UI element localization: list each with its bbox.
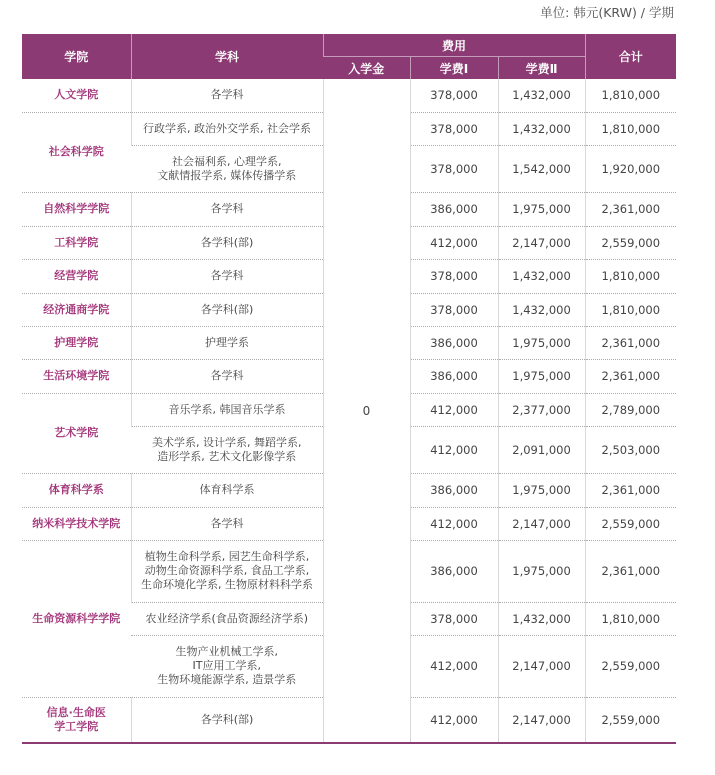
- major-cell: 体育科学系: [131, 473, 323, 507]
- header-admission: 入学金: [323, 57, 410, 80]
- total-cell: 2,503,000: [585, 426, 676, 473]
- unit-note: 单位: 韩元(KRW) / 学期: [540, 5, 674, 20]
- major-cell: 护理学系: [131, 326, 323, 359]
- header-total: 合计: [585, 34, 676, 79]
- table-row: [22, 79, 676, 112]
- major-cell: 美术学系, 设计学系, 舞蹈学系, 造形学系, 艺术文化影像学系: [131, 426, 323, 473]
- college-cell: 纳米科学技术学院: [22, 507, 131, 540]
- total-cell: 2,361,000: [585, 473, 676, 507]
- major-cell: 各学科: [131, 79, 323, 112]
- tuition-1-cell: 378,000: [410, 79, 498, 112]
- tuition-1-cell: 386,000: [410, 192, 498, 226]
- tuition-1-cell: 378,000: [410, 259, 498, 293]
- college-cell: 人文学院: [22, 79, 131, 112]
- tuition-2-cell: 1,542,000: [498, 145, 585, 192]
- header-fee: 费用: [323, 34, 585, 57]
- tuition-1-cell: 412,000: [410, 635, 498, 697]
- tuition-2-cell: 2,091,000: [498, 426, 585, 473]
- major-cell: 各学科: [131, 507, 323, 540]
- tuition-2-cell: 1,432,000: [498, 293, 585, 326]
- total-cell: 2,361,000: [585, 326, 676, 359]
- tuition-table: [22, 34, 676, 744]
- tuition-1-cell: 378,000: [410, 293, 498, 326]
- total-cell: 1,810,000: [585, 602, 676, 635]
- tuition-1-cell: 386,000: [410, 326, 498, 359]
- tuition-1-cell: 412,000: [410, 393, 498, 426]
- major-cell: 各学科(部): [131, 293, 323, 326]
- total-cell: 1,810,000: [585, 112, 676, 145]
- college-cell: 经济通商学院: [22, 293, 131, 326]
- tuition-2-cell: 2,147,000: [498, 635, 585, 697]
- major-cell: 生物产业机械工学系, IT应用工学系, 生物环境能源学系, 造景学系: [131, 635, 323, 697]
- tuition-1-cell: 386,000: [410, 359, 498, 393]
- major-cell: 各学科(部): [131, 697, 323, 743]
- header-major: 学科: [131, 34, 323, 79]
- table-body: [22, 79, 676, 743]
- college-cell: 生活环境学院: [22, 359, 131, 393]
- tuition-1-cell: 412,000: [410, 226, 498, 259]
- admission-fee-cell: 0: [323, 79, 410, 743]
- total-cell: 1,810,000: [585, 293, 676, 326]
- tuition-2-cell: 2,147,000: [498, 507, 585, 540]
- total-cell: 1,920,000: [585, 145, 676, 192]
- total-cell: 2,559,000: [585, 507, 676, 540]
- major-cell: 行政学系, 政治外交学系, 社会学系: [131, 112, 323, 145]
- college-cell: 信息·生命医 学工学院: [22, 697, 131, 743]
- tuition-2-cell: 2,147,000: [498, 697, 585, 743]
- total-cell: 2,361,000: [585, 192, 676, 226]
- tuition-1-cell: 412,000: [410, 697, 498, 743]
- total-cell: 1,810,000: [585, 79, 676, 112]
- major-cell: 各学科(部): [131, 226, 323, 259]
- tuition-2-cell: 1,975,000: [498, 540, 585, 602]
- header-college: 学院: [22, 34, 131, 79]
- college-cell: 护理学院: [22, 326, 131, 359]
- college-cell: 经营学院: [22, 259, 131, 293]
- major-cell: 音乐学系, 韩国音乐学系: [131, 393, 323, 426]
- tuition-2-cell: 1,432,000: [498, 79, 585, 112]
- total-cell: 2,559,000: [585, 635, 676, 697]
- tuition-2-cell: 1,432,000: [498, 112, 585, 145]
- major-cell: 社会福利系, 心理学系, 文献情报学系, 媒体传播学系: [131, 145, 323, 192]
- header-tuition-2: 学费Ⅱ: [498, 57, 585, 80]
- tuition-1-cell: 386,000: [410, 540, 498, 602]
- tuition-2-cell: 1,975,000: [498, 326, 585, 359]
- tuition-2-cell: 1,975,000: [498, 359, 585, 393]
- tuition-2-cell: 1,975,000: [498, 473, 585, 507]
- college-cell: 工科学院: [22, 226, 131, 259]
- tuition-2-cell: 1,975,000: [498, 192, 585, 226]
- tuition-1-cell: 378,000: [410, 602, 498, 635]
- major-cell: 各学科: [131, 359, 323, 393]
- header-tuition-1: 学费Ⅰ: [410, 57, 498, 80]
- college-cell: 生命资源科学学院: [22, 540, 131, 697]
- total-cell: 2,361,000: [585, 540, 676, 602]
- total-cell: 2,559,000: [585, 226, 676, 259]
- major-cell: 各学科: [131, 192, 323, 226]
- total-cell: 2,559,000: [585, 697, 676, 743]
- total-cell: 1,810,000: [585, 259, 676, 293]
- major-cell: 各学科: [131, 259, 323, 293]
- total-cell: 2,361,000: [585, 359, 676, 393]
- tuition-1-cell: 378,000: [410, 145, 498, 192]
- major-cell: 农业经济学系(食品资源经济学系): [131, 602, 323, 635]
- college-cell: 社会科学院: [22, 112, 131, 192]
- tuition-2-cell: 1,432,000: [498, 259, 585, 293]
- major-cell: 植物生命科学系, 园艺生命科学系, 动物生命资源科学系, 食品工学系, 生命环境化学系, 生物原材料科学系: [131, 540, 323, 602]
- tuition-1-cell: 386,000: [410, 473, 498, 507]
- tuition-2-cell: 2,377,000: [498, 393, 585, 426]
- college-cell: 艺术学院: [22, 393, 131, 473]
- tuition-1-cell: 378,000: [410, 112, 498, 145]
- college-cell: 自然科学学院: [22, 192, 131, 226]
- tuition-1-cell: 412,000: [410, 507, 498, 540]
- tuition-1-cell: 412,000: [410, 426, 498, 473]
- total-cell: 2,789,000: [585, 393, 676, 426]
- tuition-2-cell: 1,432,000: [498, 602, 585, 635]
- college-cell: 体育科学系: [22, 473, 131, 507]
- tuition-2-cell: 2,147,000: [498, 226, 585, 259]
